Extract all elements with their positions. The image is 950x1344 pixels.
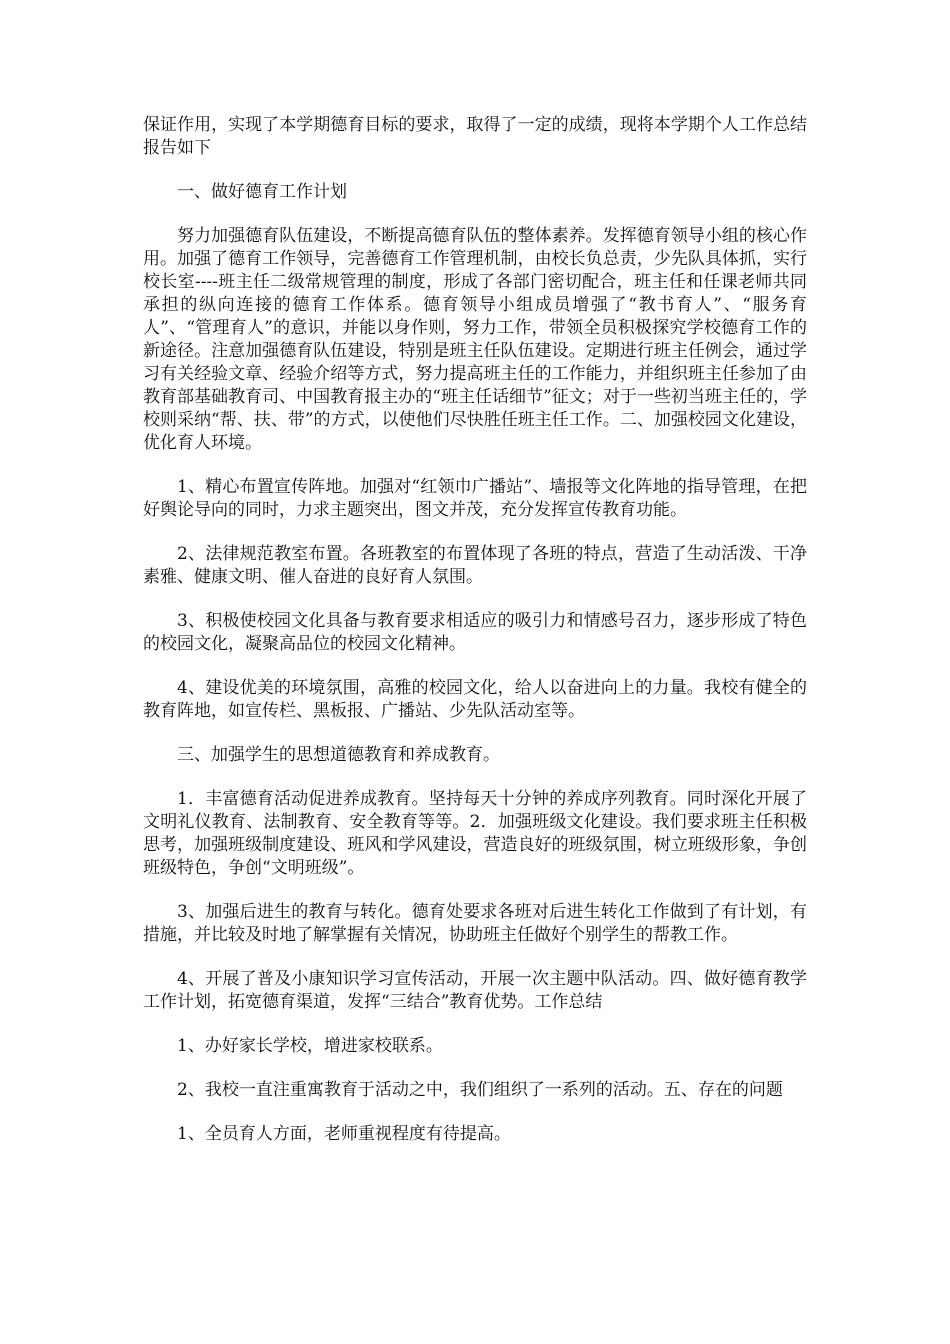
paragraph-underachievers: 3、加强后进生的教育与转化。德育处要求各班对后进生转化工作做到了有计划，有措施，并比较及时地了解掌握有关情况，协助班主任做好个别学生的帮教工作。 [143, 902, 807, 945]
section-heading-3: 三、加强学生的思想道德教育和养成教育。 [177, 745, 500, 765]
paragraph-team-building: 努力加强德育队伍建设，不断提高德育队伍的整体素养。发挥德育领导小组的核心作用。加强了德育工作领导，完善德育工作管理机制，由校长负总责，少先队具体抓，实行校长室----班主任二级常规管理的制度，形成了各部门密切配合，班主任和任课老师共同承担的纵向连接的德育工作体系。德育领导小组成员增强了“教书育人”、“服务育人”、“管理育人”的意识，并能以身作则，努力工作，带领全员积极探究学校德育工作的新途径。注意加强德育队伍建设，特别是班主任队伍建设。定期进行班主任例会，通过学习有关经验文章、经验介绍等方式，努力提高班主任的工作能力，并组织班主任参加了由教育部基础教育司、中国教育报主办的“班主任话细节”征文；对于一些初当班主任的，学校则采纳“帮、扶、带”的方式，以使他们尽快胜任班主任工作。二、加强校园文化建设，优化育人环境。 [143, 226, 807, 453]
paragraph-item-2: 2、法律规范教室布置。各班教室的布置体现了各班的特点，营造了生动活泼、干净素雅、健康文明、催人奋进的良好育人氛围。 [143, 544, 807, 587]
paragraph-item-1: 1、精心布置宣传阵地。加强对“红领巾广播站”、墙报等文化阵地的指导管理，在把好舆论导向的同时，力求主题突出，图文并茂，充分发挥宣传教育功能。 [143, 477, 807, 520]
paragraph-intro: 保证作用，实现了本学期德育目标的要求，取得了一定的成绩，现将本学期个人工作总结报告如下 [143, 115, 807, 158]
paragraph-problems-1: 1、全员育人方面，老师重视程度有待提高。 [177, 1124, 511, 1144]
paragraph-parent-school: 1、办好家长学校，增进家校联系。 [177, 1036, 443, 1056]
paragraph-activities: 2、我校一直注重寓教育于活动之中，我们组织了一系列的活动。五、存在的问题 [177, 1080, 783, 1100]
paragraph-xiaokang: 4、开展了普及小康知识学习宣传活动，开展一次主题中队活动。四、做好德育教学工作计划，拓宽德育渠道，发挥“三结合”教育优势。工作总结 [143, 969, 807, 1012]
document-body [143, 114, 807, 1167]
paragraph-item-3: 3、积极使校园文化具备与教育要求相适应的吸引力和情感号召力，逐步形成了特色的校园文化，凝聚高品位的校园文化精神。 [143, 611, 807, 654]
paragraph-moral-activities: 1．丰富德育活动促进养成教育。坚持每天十分钟的养成序列教育。同时深化开展了文明礼仪教育、法制教育、安全教育等等。2．加强班级文化建设。我们要求班主任积极思考，加强班级制度建设、班风和学风建设，营造良好的班级氛围，树立班级形象，争创班级特色，争创“文明班级”。 [143, 789, 807, 878]
section-heading-1: 一、做好德育工作计划 [177, 182, 347, 202]
paragraph-item-4: 4、建设优美的环境氛围，高雅的校园文化，给人以奋进向上的力量。我校有健全的教育阵地，如宣传栏、黑板报、广播站、少先队活动室等。 [143, 678, 807, 721]
